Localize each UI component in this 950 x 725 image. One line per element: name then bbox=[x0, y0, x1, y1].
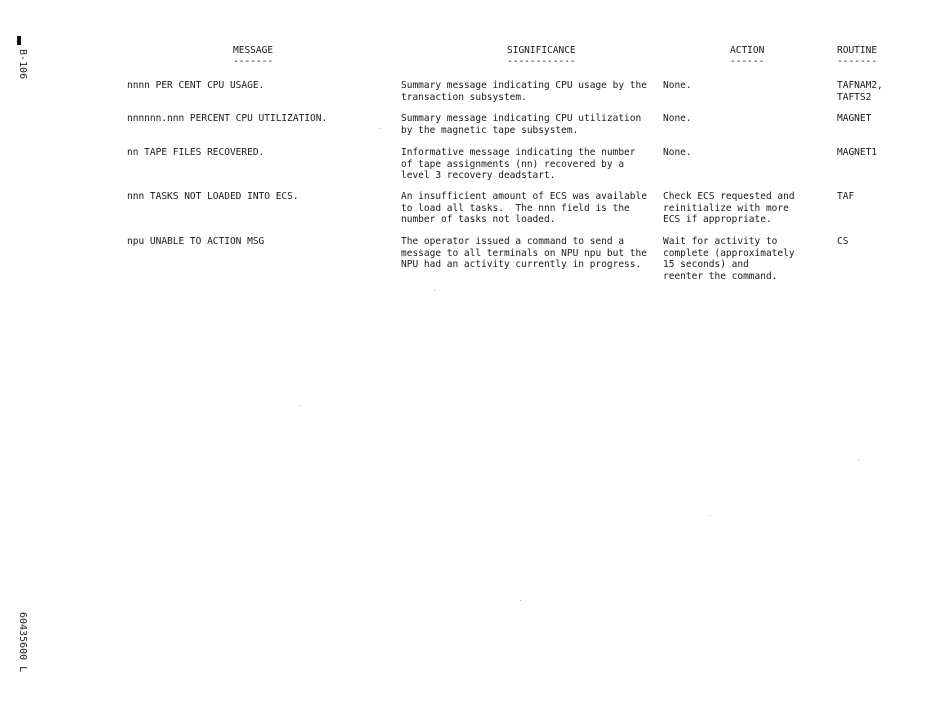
significance-text: Informative message indicating the number of tape assignments (nn) recovered by a level 3 recovery deadstart. bbox=[401, 147, 636, 181]
action-text: None. bbox=[663, 147, 692, 158]
scan-speck bbox=[710, 515, 711, 516]
scan-speck bbox=[858, 460, 859, 461]
header-action-label: ACTION bbox=[730, 45, 765, 56]
significance-text: An insufficient amount of ECS was available to load all tasks. The nnn field is the number of tasks not loaded. bbox=[401, 191, 647, 225]
column-header-routine bbox=[837, 45, 877, 67]
significance-text: The operator issued a command to send a message to all terminals on NPU npu but the NPU had an activity currently in progress. bbox=[401, 236, 647, 270]
message-text: nn TAPE FILES RECOVERED. bbox=[127, 147, 265, 158]
message-text: nnn TASKS NOT LOADED INTO ECS. bbox=[127, 191, 299, 202]
significance-text: Summary message indicating CPU utilization by the magnetic tape subsystem. bbox=[401, 113, 642, 136]
action-text: None. bbox=[663, 80, 692, 91]
action-text: Wait for activity to complete (approximately 15 seconds) and reenter the command. bbox=[663, 236, 795, 282]
action-text: None. bbox=[663, 113, 692, 124]
message-text: nnnn PER CENT CPU USAGE. bbox=[127, 80, 265, 91]
column-header-significance bbox=[507, 45, 576, 67]
scan-speck bbox=[252, 233, 253, 234]
routine-text: MAGNET bbox=[837, 113, 872, 124]
scan-speck bbox=[520, 600, 521, 601]
header-message-label: MESSAGE bbox=[233, 45, 274, 56]
routine-text: MAGNET1 bbox=[837, 147, 878, 158]
message-text: npu UNABLE TO ACTION MSG bbox=[127, 236, 265, 247]
header-message-underline: ------- bbox=[233, 55, 274, 67]
header-significance-label: SIGNIFICANCE bbox=[507, 45, 576, 56]
scan-speck bbox=[300, 405, 301, 406]
header-action-underline: ------ bbox=[730, 55, 765, 67]
page-number: B-106 bbox=[17, 49, 28, 80]
scan-speck bbox=[380, 128, 381, 129]
message-text: nnnnnn.nnn PERCENT CPU UTILIZATION. bbox=[127, 113, 328, 124]
header-routine-underline: ------- bbox=[837, 55, 878, 67]
column-header-action bbox=[730, 45, 764, 67]
routine-text: TAFNAM2, TAFTS2 bbox=[837, 80, 883, 103]
action-text: Check ECS requested and reinitialize with more ECS if appropriate. bbox=[663, 191, 795, 225]
header-routine-label: ROUTINE bbox=[837, 45, 878, 56]
routine-text: TAF bbox=[837, 191, 855, 202]
scan-speck bbox=[434, 290, 435, 291]
routine-text: CS bbox=[837, 236, 849, 247]
document-number: 60435600 L bbox=[17, 612, 28, 673]
revision-bar bbox=[17, 36, 21, 45]
column-header-message bbox=[233, 45, 273, 67]
significance-text: Summary message indicating CPU usage by the transaction subsystem. bbox=[401, 80, 647, 103]
header-significance-underline: ------------ bbox=[507, 55, 576, 67]
